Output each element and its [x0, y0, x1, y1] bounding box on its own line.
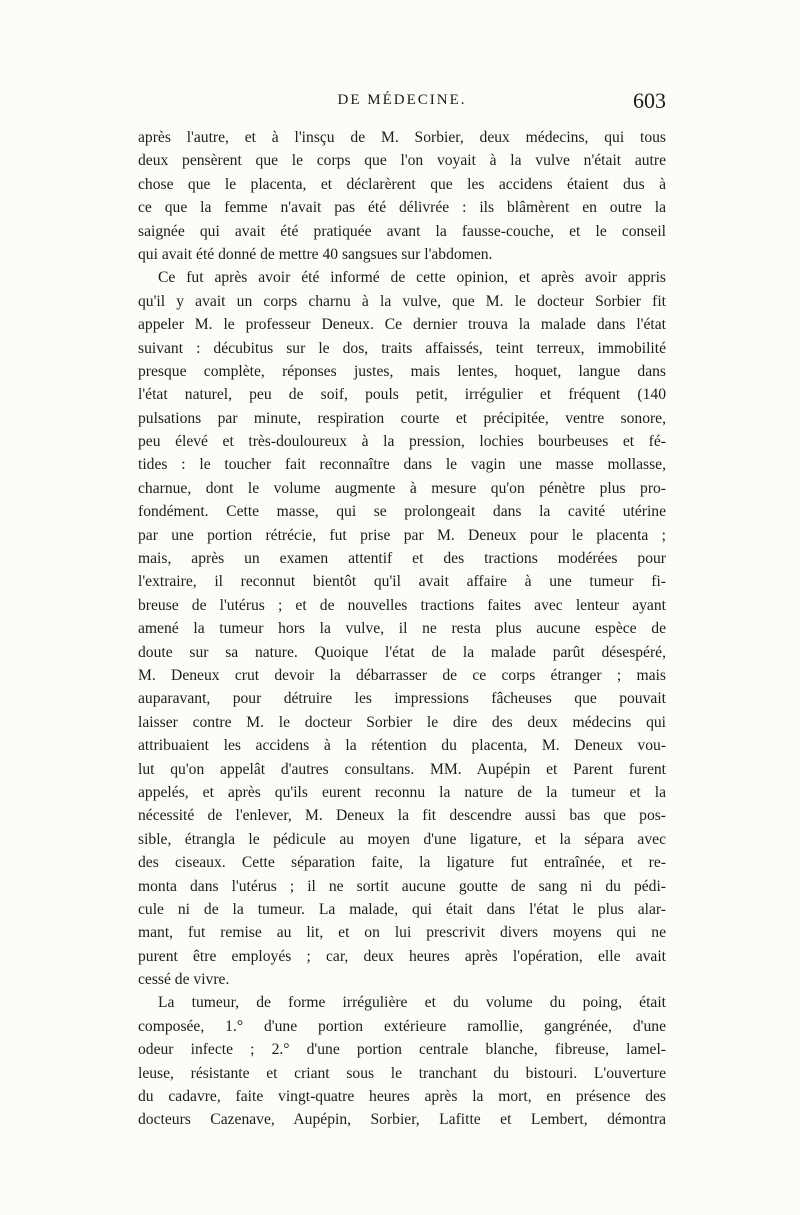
- body-text: [138, 126, 666, 1132]
- text-line: après l'autre, et à l'insçu de M. Sorbier, deux médecins, qui tous: [138, 129, 666, 146]
- text-line: pulsations par minute, respiration courte et précipitée, ventre sonore,: [138, 409, 666, 427]
- text-line: appelés, et après qu'ils eurent reconnu la nature de la tumeur et la: [138, 783, 666, 801]
- text-line: composée, 1.° d'une portion extérieure ramollie, gangrénée, d'une: [138, 1017, 666, 1035]
- text-line: mais, après un examen attentif et des tractions modérées pour: [138, 550, 666, 568]
- text-line: lut qu'on appelât d'autres consultans. MM. Aupépin et Parent furent: [138, 760, 666, 778]
- text-line: saignée qui avait été pratiquée avant la fausse-couche, et le conseil: [138, 222, 666, 240]
- text-line: M. Deneux crut devoir la débarrasser de ce corps étranger ; mais: [138, 666, 666, 684]
- text-line: chose que le placenta, et déclarèrent que les accidens étaient dus à: [138, 175, 666, 193]
- paragraph-start-line: La tumeur, de forme irrégulière et du volume du poing, était: [158, 994, 666, 1012]
- text-line: presque complète, réponses justes, mais lentes, hoquet, langue dans: [138, 362, 666, 380]
- text-line: qu'il y avait un corps charnu à la vulve, que M. le docteur Sorbier fit: [138, 292, 666, 310]
- text-line: monta dans l'utérus ; il ne sortit aucune goutte de sang ni du pédi-: [138, 877, 666, 895]
- paragraph-start-line: Ce fut après avoir été informé de cette opinion, et après avoir appris: [158, 269, 666, 287]
- text-line: qui avait été donné de mettre 40 sangsues sur l'abdomen.: [138, 245, 493, 263]
- text-line: mant, fut remise au lit, et on lui prescrivit divers moyens qui ne: [138, 924, 666, 942]
- running-head: [138, 88, 666, 118]
- text-line: par une portion rétrécie, fut prise par M. Deneux pour le placenta ;: [138, 526, 666, 544]
- text-line: auparavant, pour détruire les impressions fâcheuses que pouvait: [138, 690, 666, 708]
- text-line: ce que la femme n'avait pas été délivrée : ils blâmèrent en outre la: [138, 199, 666, 217]
- text-line: suivant : décubitus sur le dos, traits affaissés, teint terreux, immobilité: [138, 339, 666, 357]
- text-line: du cadavre, faite vingt-quatre heures après la mort, en présence des: [138, 1088, 666, 1106]
- text-line: docteurs Cazenave, Aupépin, Sorbier, Lafitte et Lembert, démontra: [138, 1111, 666, 1129]
- text-line: tides : le toucher fait reconnaître dans le vagin une masse mollasse,: [138, 456, 666, 474]
- text-line: l'état naturel, peu de soif, pouls petit, irrégulier et fréquent (140: [138, 386, 666, 404]
- text-line: appeler M. le professeur Deneux. Ce dernier trouva la malade dans l'état: [138, 316, 666, 334]
- text-line: purent être employés ; car, deux heures après l'opération, elle avait: [138, 947, 666, 965]
- text-line: deux pensèrent que le corps que l'on voyait à la vulve n'était autre: [138, 152, 666, 170]
- text-line: doute sur sa nature. Quoique l'état de la malade parût désespéré,: [138, 643, 666, 661]
- text-line: des ciseaux. Cette séparation faite, la ligature fut entraînée, et re-: [138, 854, 666, 872]
- running-title: DE MÉDECINE.: [337, 92, 467, 108]
- text-line: fondément. Cette masse, qui se prolongeait dans la cavité utérine: [138, 503, 666, 521]
- text-line: peu élevé et très-douloureux à la pression, lochies bourbeuses et fé-: [138, 433, 666, 451]
- text-line: sible, étrangla le pédicule au moyen d'une ligature, et la sépara avec: [138, 830, 666, 848]
- text-line: cule ni de la tumeur. La malade, qui était dans l'état le plus alar-: [138, 900, 666, 918]
- text-line: nécessité de l'enlever, M. Deneux la fit descendre aussi bas que pos-: [138, 807, 666, 825]
- text-line: charnue, dont le volume augmente à mesure qu'on pénètre plus pro-: [138, 479, 666, 497]
- text-line: attribuaient les accidens à la rétention du placenta, M. Deneux vou-: [138, 737, 666, 755]
- text-line: breuse de l'utérus ; et de nouvelles tractions faites avec lenteur ayant: [138, 596, 666, 614]
- text-line: cessé de vivre.: [138, 971, 230, 989]
- text-line: leuse, résistante et criant sous le tranchant du bistouri. L'ouverture: [138, 1064, 666, 1082]
- text-line: laisser contre M. le docteur Sorbier le dire des deux médecins qui: [138, 713, 666, 731]
- text-line: odeur infecte ; 2.° d'une portion centrale blanche, fibreuse, lamel-: [138, 1041, 666, 1059]
- text-line: l'extraire, il reconnut bientôt qu'il avait affaire à une tumeur fi-: [138, 573, 666, 591]
- page-number: 603: [633, 88, 666, 113]
- text-line: amené la tumeur hors la vulve, il ne resta plus aucune espèce de: [138, 620, 666, 638]
